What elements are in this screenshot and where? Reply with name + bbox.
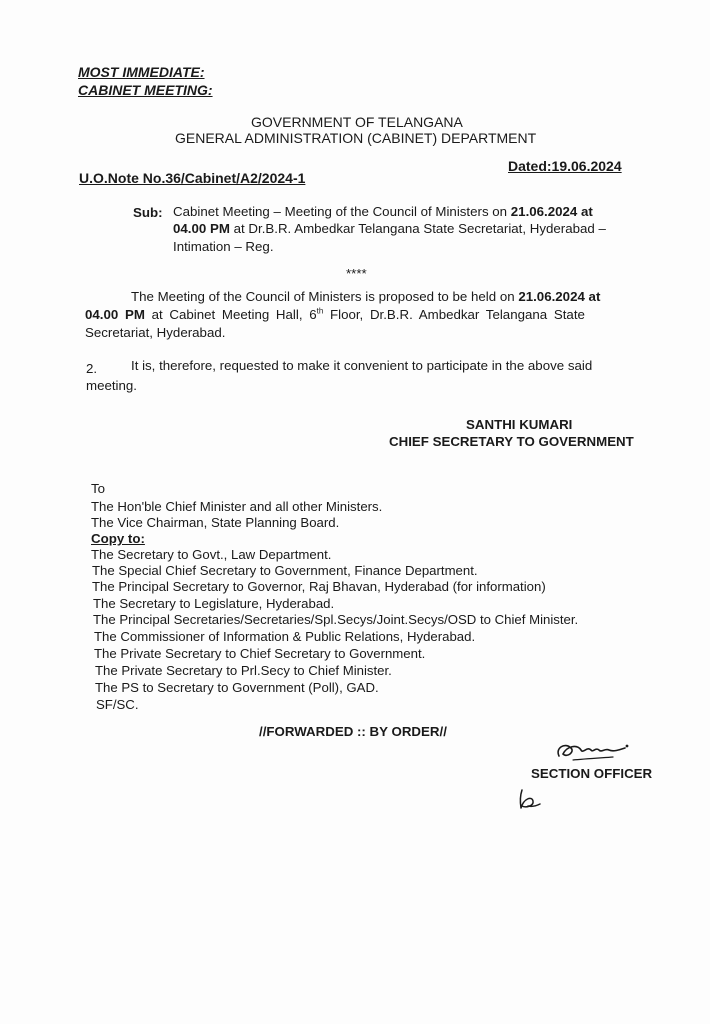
para1-text-d: at Cabinet Meeting Hall, 6 (144, 307, 317, 322)
para1-text-e: Floor, Dr.B.R. Ambedkar Telangana State (323, 307, 585, 322)
department-title: GENERAL ADMINISTRATION (CABINET) DEPARTMENT (175, 130, 537, 146)
note-number: U.O.Note No.36/Cabinet/A2/2024-1 (79, 170, 306, 186)
para1-line-2 (85, 307, 585, 322)
to-recipient-1: The Hon'ble Chief Minister and all other Ministers. (91, 499, 383, 514)
para1-date: 21.06.2024 at (518, 289, 601, 304)
date-line: Dated:19.06.2024 (508, 158, 622, 174)
copy-to-label: Copy to: (91, 531, 145, 546)
subject-text-1: Cabinet Meeting – Meeting of the Council of Ministers on (173, 204, 511, 219)
signature-scribble (553, 736, 633, 766)
copy-recipient-6: The Commissioner of Information & Public Relations, Hyderabad. (94, 629, 476, 644)
copy-recipient-5: The Principal Secretaries/Secretaries/Spl.Secys/Joint.Secys/OSD to Chief Minister. (93, 612, 579, 627)
para1-time: 04.00 PM (85, 307, 145, 322)
signatory-name: SANTHI KUMARI (466, 417, 573, 432)
copy-recipient-9: The PS to Secretary to Government (Poll), GAD. (95, 680, 379, 695)
para2-line-2: meeting. (86, 378, 137, 393)
para1-line-1 (131, 289, 600, 304)
para2-line-1: It is, therefore, requested to make it convenient to participate in the above said (131, 358, 593, 373)
copy-recipient-2: The Special Chief Secretary to Government, Finance Department. (92, 563, 478, 578)
copy-recipient-4: The Secretary to Legislature, Hyderabad. (93, 596, 335, 611)
copy-recipient-8: The Private Secretary to Prl.Secy to Chief Minister. (95, 663, 392, 678)
to-recipient-2: The Vice Chairman, State Planning Board. (91, 515, 340, 530)
copy-recipient-7: The Private Secretary to Chief Secretary to Government. (94, 646, 426, 661)
subject-text-2: at Dr.B.R. Ambedkar Telangana State Secretariat, Hyderabad – (229, 221, 606, 236)
copy-recipient-3: The Principal Secretary to Governor, Raj Bhavan, Hyderabad (for information) (92, 579, 546, 594)
priority-marking: MOST IMMEDIATE: (78, 64, 205, 80)
para1-line-3: Secretariat, Hyderabad. (85, 325, 226, 340)
para1-superscript: th (316, 306, 324, 316)
copy-recipient-1: The Secretary to Govt., Law Department. (91, 547, 332, 562)
para2-number: 2. (86, 361, 98, 376)
copy-recipient-10: SF/SC. (96, 697, 139, 712)
subject-line-2 (173, 221, 606, 236)
separator: **** (346, 266, 367, 281)
subject-line-1 (173, 204, 593, 219)
handwritten-initial-mark (512, 786, 544, 812)
section-officer: SECTION OFFICER (531, 766, 653, 781)
subject-label: Sub: (133, 205, 163, 220)
to-label: To (91, 481, 106, 496)
signatory-designation: CHIEF SECRETARY TO GOVERNMENT (389, 434, 634, 449)
government-title: GOVERNMENT OF TELANGANA (251, 114, 463, 130)
forwarded-by-order: //FORWARDED :: BY ORDER// (259, 724, 447, 739)
subject-time: 04.00 PM (173, 221, 230, 236)
category-marking: CABINET MEETING: (78, 82, 213, 98)
subject-line-3: Intimation – Reg. (173, 239, 274, 254)
subject-date: 21.06.2024 at (510, 204, 593, 219)
para1-text-a: The Meeting of the Council of Ministers is proposed to be held on (131, 289, 519, 304)
